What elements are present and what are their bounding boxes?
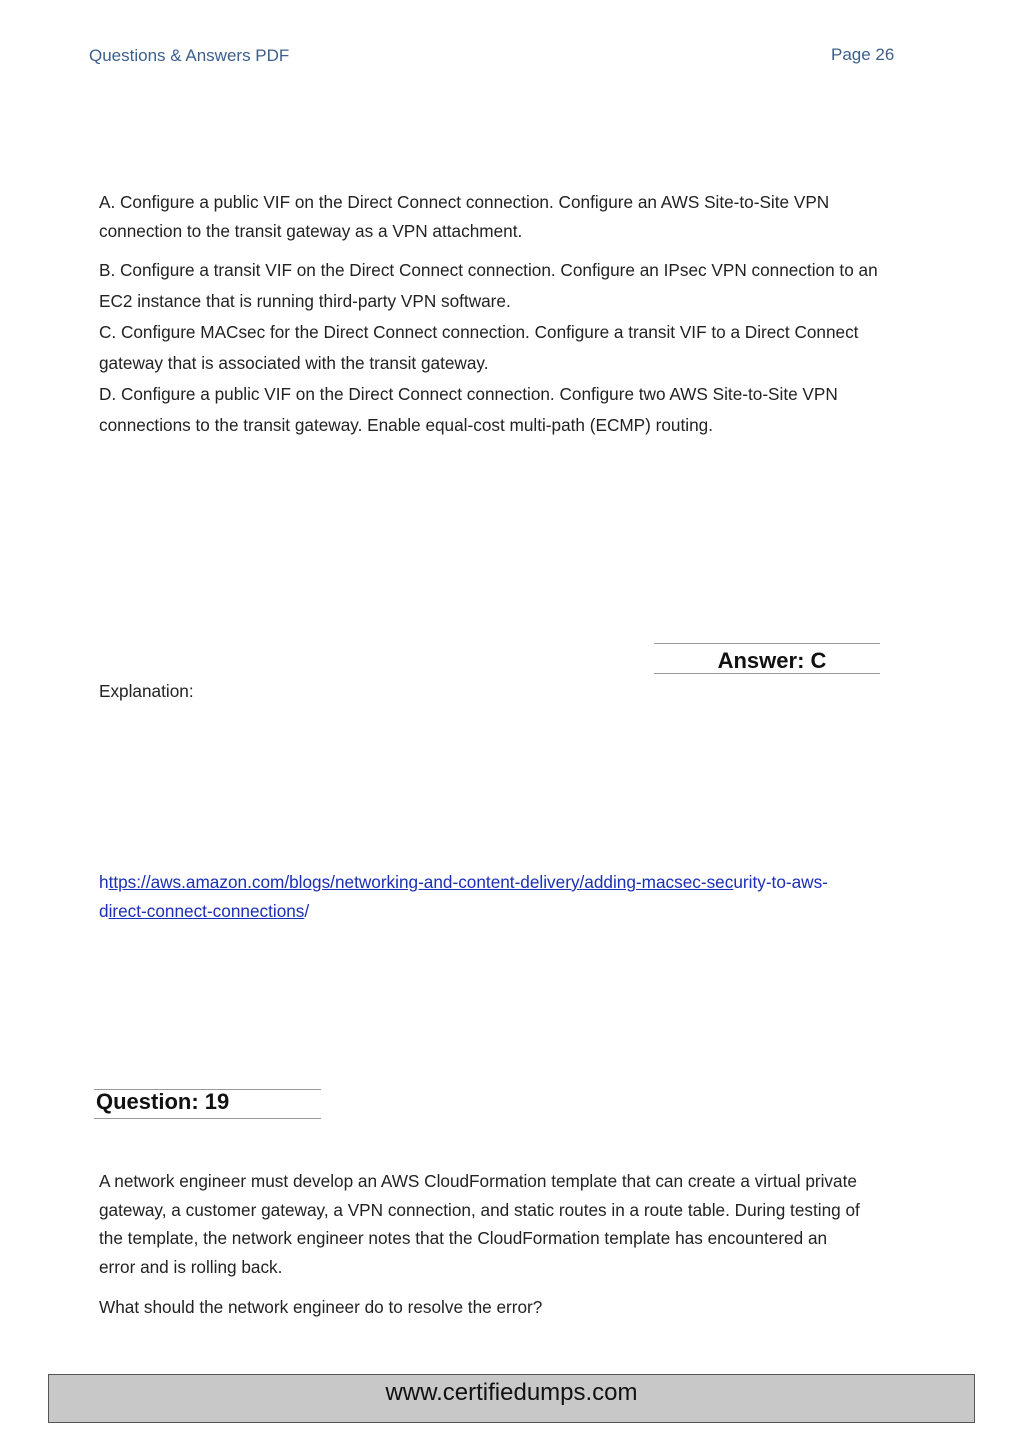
reference-link[interactable] (99, 868, 969, 925)
option-c-line-2: gateway that is associated with the transit gateway. (99, 352, 489, 373)
answer-label: Answer: C (717, 648, 827, 673)
question-title: Question: 19 (96, 1089, 230, 1114)
question-body (99, 1167, 969, 1281)
option-a-line-2: connection to the transit gateway as a VPN attachment. (99, 220, 523, 241)
question-line-2: gateway, a customer gateway, a VPN connection, and static routes in a route table. During testing of (99, 1199, 860, 1220)
option-d-line-1: D. Configure a public VIF on the Direct Connect connection. Configure two AWS Site-to-Site VPN (99, 384, 838, 404)
option-a-line-1: A. Configure a public VIF on the Direct Connect connection. Configure an AWS Site-to-Site VPN (99, 192, 830, 212)
reference-link-part-4[interactable]: d (99, 900, 109, 921)
reference-link-part-1[interactable]: h (99, 872, 109, 892)
question-line-4: error and is rolling back. (99, 1256, 283, 1277)
option-d-line-2: connections to the transit gateway. Enable equal-cost multi-path (ECMP) routing. (99, 414, 713, 435)
reference-link-part-2[interactable]: ttps://aws.amazon.com/blogs/networking-and-content-delivery/adding-macsec-sec (108, 872, 734, 892)
answer-bottom-rule (654, 673, 880, 674)
page-number: Page 26 (831, 45, 895, 64)
footer-banner (48, 1374, 975, 1423)
option-b-line-2: EC2 instance that is running third-party VPN software. (99, 290, 511, 311)
option-c (99, 317, 969, 378)
question-bottom-rule (94, 1118, 321, 1119)
option-b (99, 255, 969, 316)
option-b-line-1: B. Configure a transit VIF on the Direct Connect connection. Configure an IPsec VPN connection to an (99, 260, 878, 280)
answer-top-rule (654, 643, 880, 644)
question-line-1: A network engineer must develop an AWS CloudFormation template that can create a virtual private (99, 1171, 857, 1191)
reference-link-part-3[interactable]: urity-to-aws- (733, 872, 828, 892)
document-title: Questions & Answers PDF (89, 46, 290, 65)
question-line-3: the template, the network engineer notes that the CloudFormation template has encountered an (99, 1228, 828, 1248)
option-d (99, 379, 969, 440)
question-prompt: What should the network engineer do to resolve the error? (99, 1297, 543, 1317)
reference-link-part-6[interactable]: / (304, 900, 310, 921)
reference-link-part-5[interactable]: irect-connect-connections (108, 900, 305, 921)
option-a (99, 188, 969, 245)
explanation-label: Explanation: (99, 681, 194, 701)
option-c-line-1: C. Configure MACsec for the Direct Connect connection. Configure a transit VIF to a Direct Connect (99, 322, 859, 342)
footer-website[interactable]: www.certifiedumps.com (385, 1379, 638, 1406)
